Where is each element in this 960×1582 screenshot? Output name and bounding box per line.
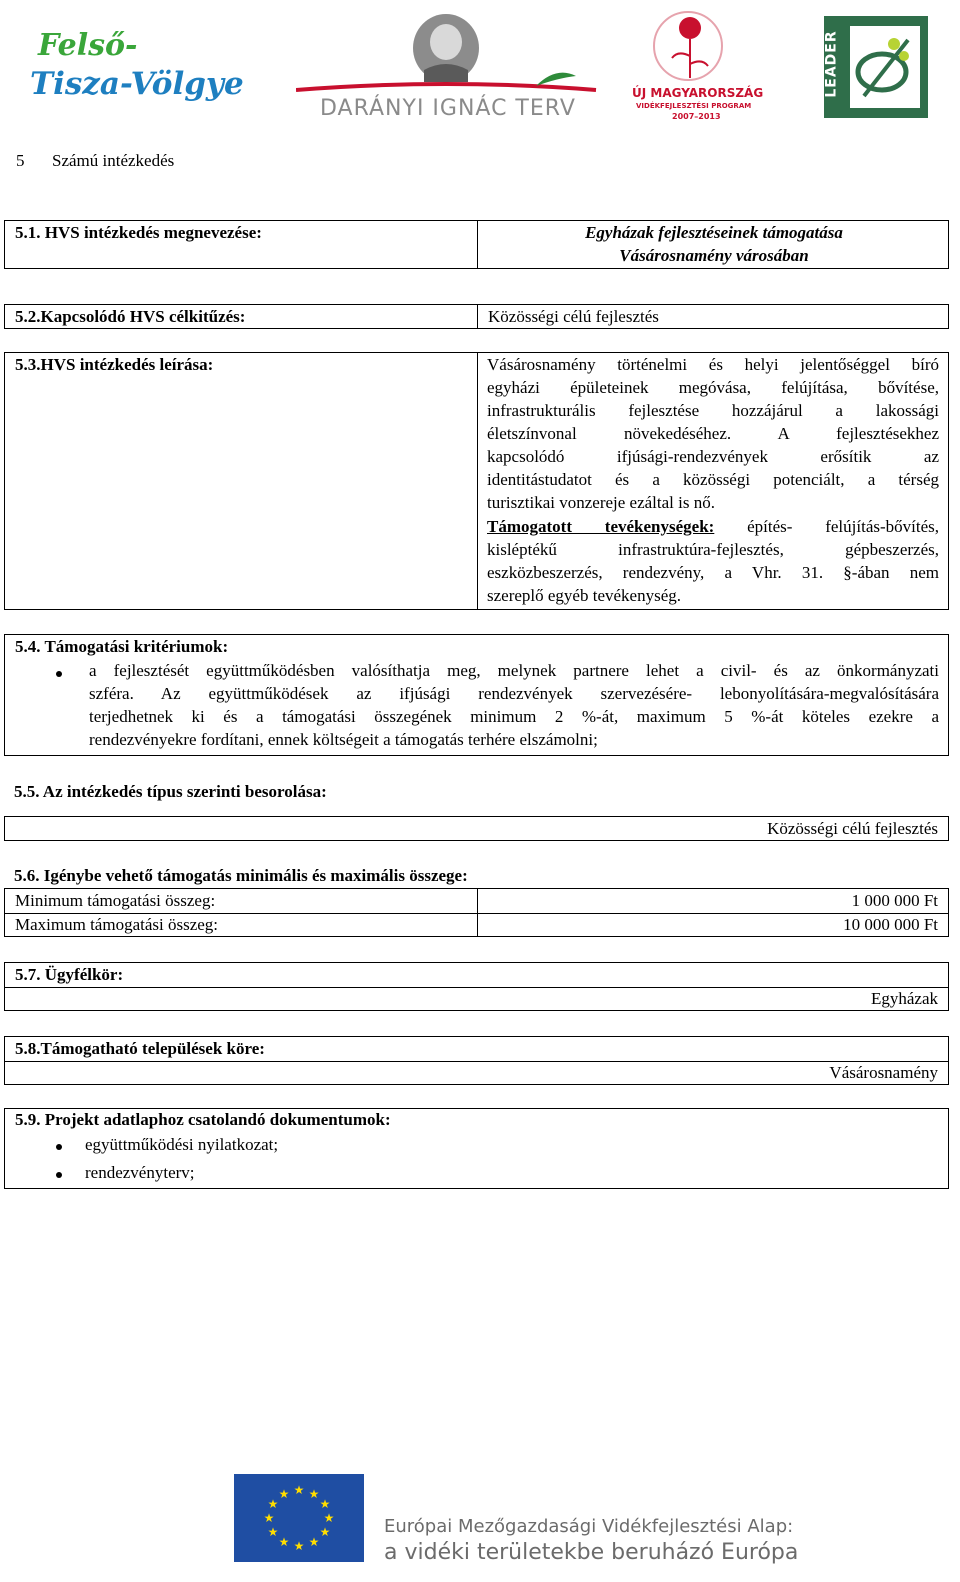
rose-icon	[628, 6, 768, 86]
logo-leader	[824, 16, 928, 118]
section-5-6-label: 5.6. Igénybe vehető támogatás minimális és maximális összege:	[14, 866, 468, 885]
section-5-7-box	[4, 962, 949, 1011]
svg-text:★: ★	[308, 1487, 320, 1501]
svg-text:★: ★	[263, 1511, 275, 1525]
bullet-icon	[56, 671, 62, 677]
section-5-8-value: Vásárosnamény	[829, 1063, 938, 1082]
section-5-7-label: 5.7. Ügyfélkör:	[15, 965, 124, 984]
section-5-4-line-3: terjedhetnek ki és a támogatási összegének minimum 2 %-át, maximum 5 %-át köteles ezekre a	[89, 707, 939, 726]
section-5-3-line-2: egyházi épületeinek megóvása, felújítása, bővítése,	[487, 378, 939, 397]
bullet-icon	[56, 1144, 62, 1150]
logo-uj-line2: VIDÉKFEJLESZTÉSI PROGRAM	[636, 102, 752, 110]
svg-text:★: ★	[293, 1483, 305, 1497]
section-number: 5	[16, 151, 25, 170]
eu-stars-icon	[234, 1474, 364, 1562]
section-5-3-line-4: életszínvonal növekedéséhez. A fejlesztésekhez	[487, 424, 939, 443]
svg-text:★: ★	[267, 1525, 279, 1539]
section-5-4-line-4: rendezvényekre fordítani, ennek költségeit a támogatás terhére elszámolni;	[89, 730, 598, 749]
section-5-4	[4, 634, 949, 756]
eu-flag	[234, 1474, 364, 1562]
section-5-7-value: Egyházak	[870, 989, 938, 1008]
logo-uj-line1: ÚJ MAGYARORSZÁG	[632, 86, 764, 100]
svg-text:★: ★	[319, 1525, 331, 1539]
bullet-icon	[56, 1172, 62, 1178]
section-5-2	[4, 304, 949, 329]
max-amount-value: 10 000 000 Ft	[843, 915, 938, 934]
section-5-1-value-line1: Egyházak fejlesztéseinek támogatása	[585, 223, 843, 242]
logo-felso-line2: Tisza-Völgye	[30, 66, 244, 102]
section-title: Számú intézkedés	[52, 151, 175, 170]
logo-uj-magyarorszag	[628, 6, 768, 124]
section-5-4-line-1: a fejlesztését együttműködésben valósíthatja meg, melynek partnere lehet a civil- és az önkormányzati	[89, 661, 939, 680]
section-5-2-label: 5.2.Kapcsolódó HVS célkitűzés:	[15, 307, 246, 326]
section-5-3-supported-line-4: szereplő egyéb tevékenység.	[487, 586, 681, 605]
section-5-5-value: Közösségi célú fejlesztés	[767, 819, 938, 838]
logo-daranyi-text: DARÁNYI IGNÁC TERV	[320, 96, 576, 121]
document-item: együttműködési nyilatkozat;	[85, 1135, 279, 1154]
section-5-3	[4, 352, 949, 610]
section-5-1-label: 5.1. HVS intézkedés megnevezése:	[15, 223, 262, 242]
section-5-3-line-7: turisztikai vonzereje ezáltal is nő.	[487, 493, 715, 512]
logo-leader-text: LEADER	[823, 30, 840, 98]
section-5-6-box	[4, 888, 949, 937]
svg-text:★: ★	[308, 1535, 320, 1549]
svg-text:★: ★	[278, 1535, 290, 1549]
section-5-1	[4, 220, 949, 269]
svg-text:★: ★	[319, 1497, 331, 1511]
section-5-2-value: Közösségi célú fejlesztés	[488, 307, 659, 326]
footer-line2: a vidéki területekbe beruházó Európa	[384, 1540, 799, 1565]
max-amount-label: Maximum támogatási összeg:	[15, 915, 219, 934]
section-5-5-box	[4, 816, 949, 841]
section-5-9-box	[4, 1108, 949, 1189]
section-5-4-line-2: szféra. Az együttműködések az ifjúsági rendezvények szervezésére- lebonyolítására-megvalósítására	[89, 684, 939, 703]
section-5-3-line-1: Vásárosnamény történelmi és helyi jelentőséggel bíró	[487, 355, 939, 374]
svg-text:★: ★	[293, 1539, 305, 1553]
min-amount-label: Minimum támogatási összeg:	[15, 891, 216, 910]
section-5-5-label: 5.5. Az intézkedés típus szerinti besorolása:	[14, 782, 327, 801]
svg-text:★: ★	[267, 1497, 279, 1511]
logo-felso-line1: Felső-	[38, 28, 138, 63]
logo-uj-line3: 2007–2013	[672, 112, 721, 121]
min-amount-value: 1 000 000 Ft	[851, 891, 938, 910]
section-5-3-supported-line-2: kisléptékű infrastruktúra-fejlesztés, gépbeszerzés,	[487, 540, 939, 559]
section-5-8-box	[4, 1036, 949, 1085]
leaf-icon	[824, 16, 928, 118]
supported-activities-first: építés- felújítás-bővítés,	[714, 517, 939, 536]
section-5-9-label: 5.9. Projekt adatlaphoz csatolandó dokumentumok:	[15, 1110, 391, 1129]
section-5-8-label: 5.8.Támogatható települések köre:	[15, 1039, 265, 1058]
footer-line1: Európai Mezőgazdasági Vidékfejlesztési Alap:	[384, 1516, 794, 1537]
logo-daranyi-ignac-terv	[296, 8, 606, 123]
supported-activities-label: Támogatott tevékenységek:	[487, 517, 715, 536]
section-5-1-value-line2: Vásárosnamény városában	[619, 246, 809, 265]
section-5-3-supported-line-3: eszközbeszerzés, rendezvény, a Vhr. 31. §-ában nem	[487, 563, 939, 582]
section-5-3-line-6: identitástudatot és a közösségi potenciált, a térség	[487, 470, 939, 489]
logo-felso-tisza-volgye	[30, 28, 270, 118]
section-5-3-supported-line-1	[487, 517, 939, 537]
document-item: rendezvényterv;	[85, 1163, 195, 1182]
section-5-3-label: 5.3.HVS intézkedés leírása:	[15, 355, 214, 374]
section-5-4-label: 5.4. Támogatási kritériumok:	[15, 637, 229, 656]
svg-text:★: ★	[323, 1511, 335, 1525]
svg-text:★: ★	[278, 1487, 290, 1501]
section-5-3-line-5: kapcsolódó ifjúsági-rendezvények erősítik az	[487, 447, 939, 466]
section-5-3-line-3: infrastrukturális fejlesztése hozzájárul a lakossági	[487, 401, 939, 420]
